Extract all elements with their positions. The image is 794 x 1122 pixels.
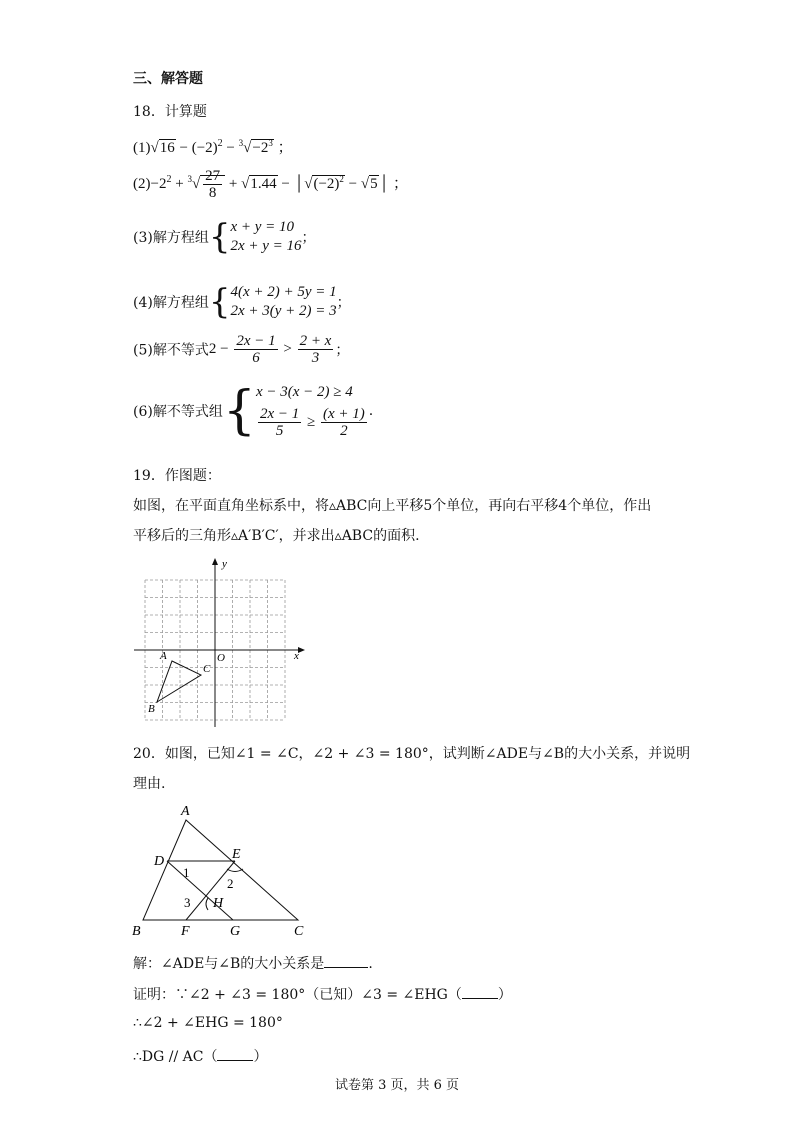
angle-3-arc xyxy=(206,898,208,910)
q18-part3 xyxy=(133,218,316,256)
q18-part6-label: (6)解不等式组 xyxy=(133,404,223,420)
point-c-label: C xyxy=(203,663,211,675)
point-b-label: B xyxy=(132,924,141,937)
q19-coordinate-figure xyxy=(130,555,310,730)
q20-answer-prefix: 解：∠ADE与∠B的大小关系是 xyxy=(133,956,325,972)
q20-proof3-suffix: ） xyxy=(253,1049,268,1065)
point-b-label: B xyxy=(148,703,155,715)
q18-part5-tail: ； xyxy=(335,342,350,359)
q20-proof-line1 xyxy=(133,984,512,1004)
q20-text2: 理由. xyxy=(133,776,166,792)
q18-part4-eq1: 4(x + 2) + 5y = 1 xyxy=(230,284,337,300)
q18-part6-tail: . xyxy=(368,403,374,419)
q20-proof1-suffix: ） xyxy=(497,987,512,1003)
q18-part3-eq1: x + y = 10 xyxy=(230,219,295,235)
q20-proof1-prefix: 证明：∵∠2 + ∠3 = 180°（已知）∠3 = ∠EHG（ xyxy=(133,987,462,1003)
q18-part1-tail: ； xyxy=(277,140,293,156)
q20-text1: 20．如图，已知∠1 = ∠C，∠2 + ∠3 = 180°，试判断∠ADE与∠B的大小关系，并说明 xyxy=(133,746,691,762)
q18-part3-label: (3)解方程组 xyxy=(133,230,209,246)
q18-part3-eq2: 2x + y = 16 xyxy=(230,238,302,254)
point-f-label: F xyxy=(181,924,190,937)
q20-proof3-prefix: ∴DG // AC（ xyxy=(133,1049,218,1065)
q18-title: 18．计算题 xyxy=(133,104,207,120)
q18-part2-label: (2) xyxy=(133,175,151,192)
q18-part3-tail: ； xyxy=(301,230,316,246)
angle-1-label: 1 xyxy=(183,865,190,880)
q18-part4 xyxy=(133,283,351,321)
y-axis-label: y xyxy=(222,558,227,570)
q18-part4-brace: { xyxy=(208,282,231,322)
q18-part5: (5)解不等式2 − $\frac{2x - 1}{6}$ > $\frac{2 + x}{3}$ ； xyxy=(133,333,350,366)
q20-proof-line3 xyxy=(133,1046,267,1066)
point-g-label: G xyxy=(230,924,241,937)
angle-2-label: 2 xyxy=(227,876,234,891)
q18-part1: $(1)√16 - (-2)^2 - ^3√-2^3$ ； xyxy=(133,138,293,156)
reason-blank-2[interactable] xyxy=(217,1060,253,1061)
q19-title: 19．作图题： xyxy=(133,468,221,484)
q20-geometry-figure xyxy=(128,802,328,937)
q18-part4-eq2: 2x + 3(y + 2) = 3 xyxy=(230,303,337,319)
q18-part6-eq1: x − 3(x − 2) ≥ 4 xyxy=(255,384,353,400)
q18-part4-tail: ； xyxy=(336,295,351,311)
answer-blank[interactable] xyxy=(324,967,368,968)
q19-text1: 如图，在平面直角坐标系中，将▵ABC向上平移5个单位，再向右平移4个单位，作出 xyxy=(133,498,652,514)
point-a-label: A xyxy=(160,650,167,662)
angle-3-label: 3 xyxy=(184,895,191,910)
q18-part6 xyxy=(133,383,373,439)
q18-part5-label: (5)解不等式 xyxy=(133,342,209,359)
q18-part6-eq2: $\frac{2x - 1}{5}$ ≥ $\frac{(x + 1)}{2}$ xyxy=(259,406,365,439)
x-axis-label: x xyxy=(294,650,299,662)
q20-answer xyxy=(133,953,373,973)
q18-part2-tail: ； xyxy=(393,175,409,192)
q18-part4-label: (4)解方程组 xyxy=(133,295,209,311)
point-d-label: D xyxy=(154,854,165,869)
point-a-label: A xyxy=(181,804,190,819)
q20-answer-suffix: . xyxy=(368,956,373,972)
q18-part1-label: (1) xyxy=(133,140,151,156)
y-axis-arrow xyxy=(212,558,218,565)
page-footer: 试卷第 3 页，共 6 页 xyxy=(334,1078,460,1093)
q19-text2: 平移后的三角形▵A′B′C′，并求出▵ABC的面积. xyxy=(133,528,420,544)
point-c-label: C xyxy=(294,924,304,937)
q20-proof-line2: ∴∠2 + ∠EHG = 180° xyxy=(133,1015,283,1031)
x-axis-arrow xyxy=(298,647,305,653)
point-h-label: H xyxy=(213,896,224,911)
q18-part3-brace: { xyxy=(208,217,231,257)
section-title: 三、解答题 xyxy=(133,71,203,87)
point-e-label: E xyxy=(232,847,241,862)
reason-blank-1[interactable] xyxy=(462,998,498,999)
q18-part2: $(2)-2^2 + ^3√$ $\frac{27}{8}$ + $√1.44 - │√(-2)^2$ − √5│ ； xyxy=(133,168,409,201)
origin-label: O xyxy=(217,652,225,664)
triangle-abc xyxy=(157,661,201,702)
q18-part6-brace: { xyxy=(222,381,256,441)
